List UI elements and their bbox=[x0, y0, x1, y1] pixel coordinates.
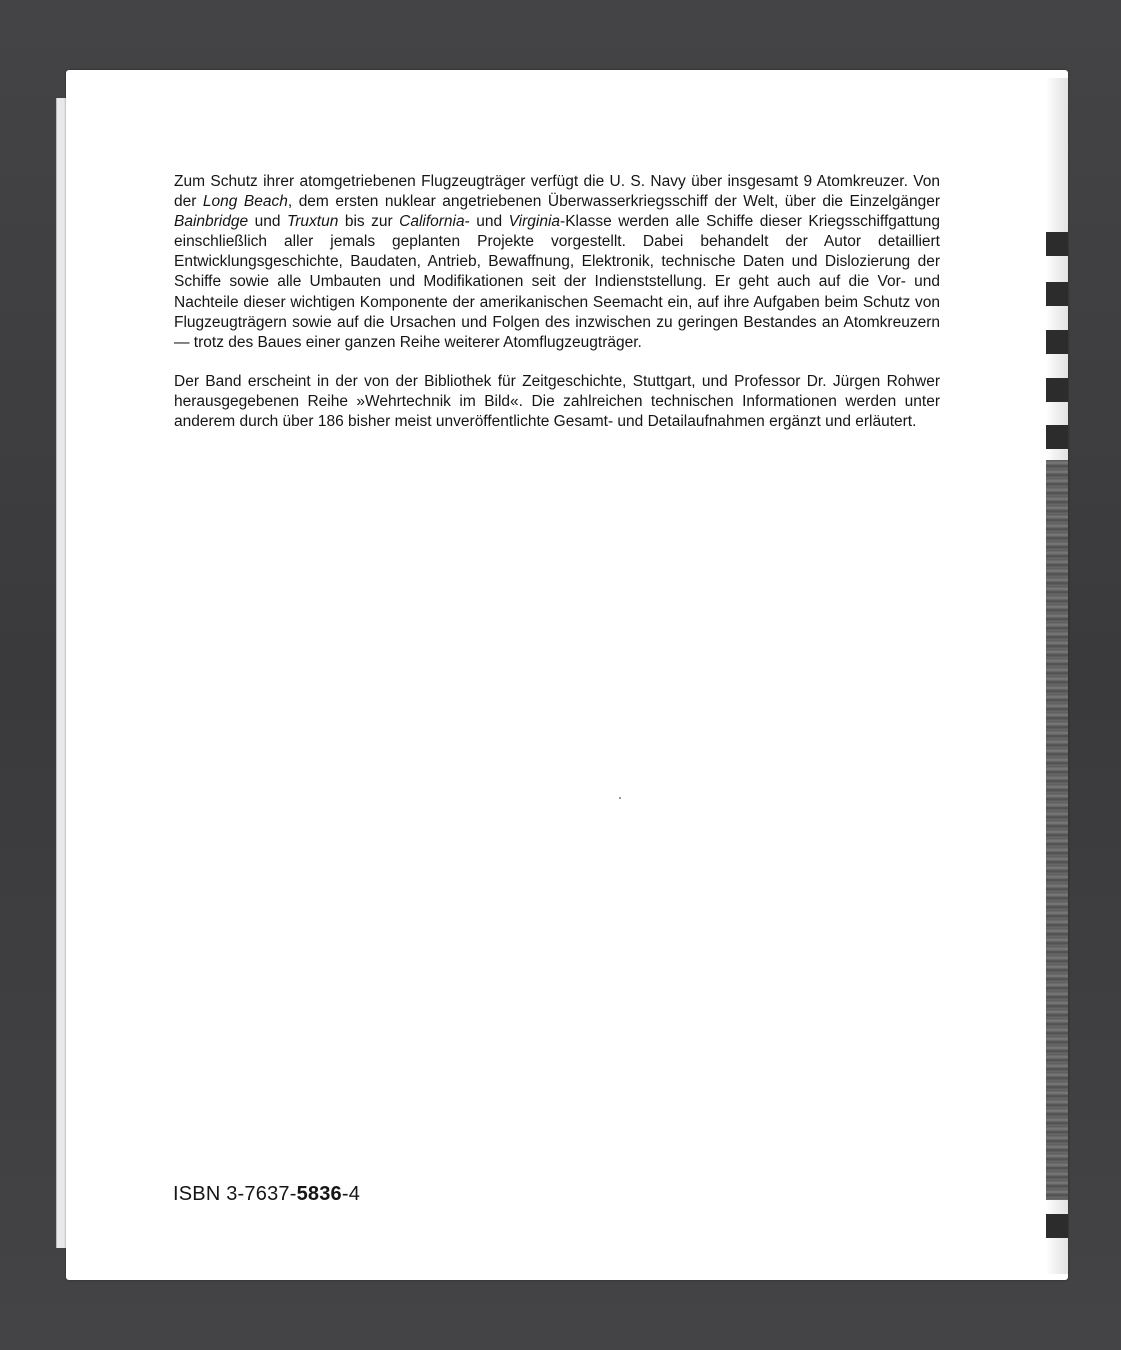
class-name-virginia: Virginia bbox=[508, 213, 561, 231]
ship-name-truxtun: Truxtun bbox=[286, 213, 339, 231]
page-edge-texture bbox=[1046, 460, 1068, 1200]
blurb-paragraph-2: Der Band erscheint in der von der Bibliothek für Zeitgeschichte, Stuttgart, und Professor Dr. Jürgen Rohwer herausgegebenen Reihe »Wehrtechnik im Bild«. Die zahlreichen technischen Informationen werden unter anderem durch über 186 bisher meist unveröffentlichte Gesamt- und Detailaufnahmen ergänzt und erläutert. bbox=[174, 372, 940, 431]
edge-mark bbox=[1046, 1214, 1068, 1238]
isbn-prefix: ISBN 3-7637- bbox=[173, 1183, 297, 1205]
text-run: und bbox=[248, 213, 287, 231]
isbn-number bbox=[173, 1183, 360, 1206]
isbn-title-code: 5836 bbox=[296, 1183, 342, 1205]
ship-name-bainbridge: Bainbridge bbox=[174, 213, 249, 231]
class-name-california: California bbox=[399, 213, 465, 231]
blurb-text bbox=[174, 172, 940, 451]
text-run: , dem ersten nuklear angetriebenen Überwasserkriegsschiff der Welt, über die Einzelgänger bbox=[287, 193, 940, 211]
edge-mark bbox=[1046, 378, 1068, 402]
blurb-paragraph-1 bbox=[174, 172, 940, 353]
text-run: Zum Schutz ihrer atomgetriebenen Flugzeugträger verfügt die U. S. Navy über insgesamt 9 Atomkreuzer. Von der bbox=[174, 173, 940, 211]
text-run: bis zur bbox=[338, 213, 400, 231]
isbn-check-digit: -4 bbox=[341, 1183, 361, 1205]
edge-mark bbox=[1046, 425, 1068, 449]
edge-mark bbox=[1046, 330, 1068, 354]
speck bbox=[619, 797, 621, 799]
text-run: - und bbox=[464, 213, 509, 231]
text-run: -Klasse werden alle Schiffe dieser Kriegsschiffgattung einschließlich aller jemals geplanten Projekte vorgestellt. Dabei behandelt der Autor detailliert Entwicklungsgeschichte, Baudaten, Antrieb, Bewaffnung, Elektronik, technische Daten und Dislozierung der Schiffe sowie alle Umbauten und Modifikationen seit der Indienststellung. Er geht auch auf die Vor- und Nachteile dieser wichtigen Komponente der amerikanischen Seemacht ein, auf ihre Aufgaben beim Schutz von Flugzeugträgern sowie auf die Ursachen und Folgen des inzwischen zu geringen Bestandes an Atomkreuzern — trotz des Baues einer ganzen Reihe weiterer Atomflugzeugträger. bbox=[174, 213, 940, 351]
ship-name-long-beach: Long Beach bbox=[202, 193, 288, 211]
edge-mark bbox=[1046, 282, 1068, 306]
edge-mark bbox=[1046, 232, 1068, 256]
